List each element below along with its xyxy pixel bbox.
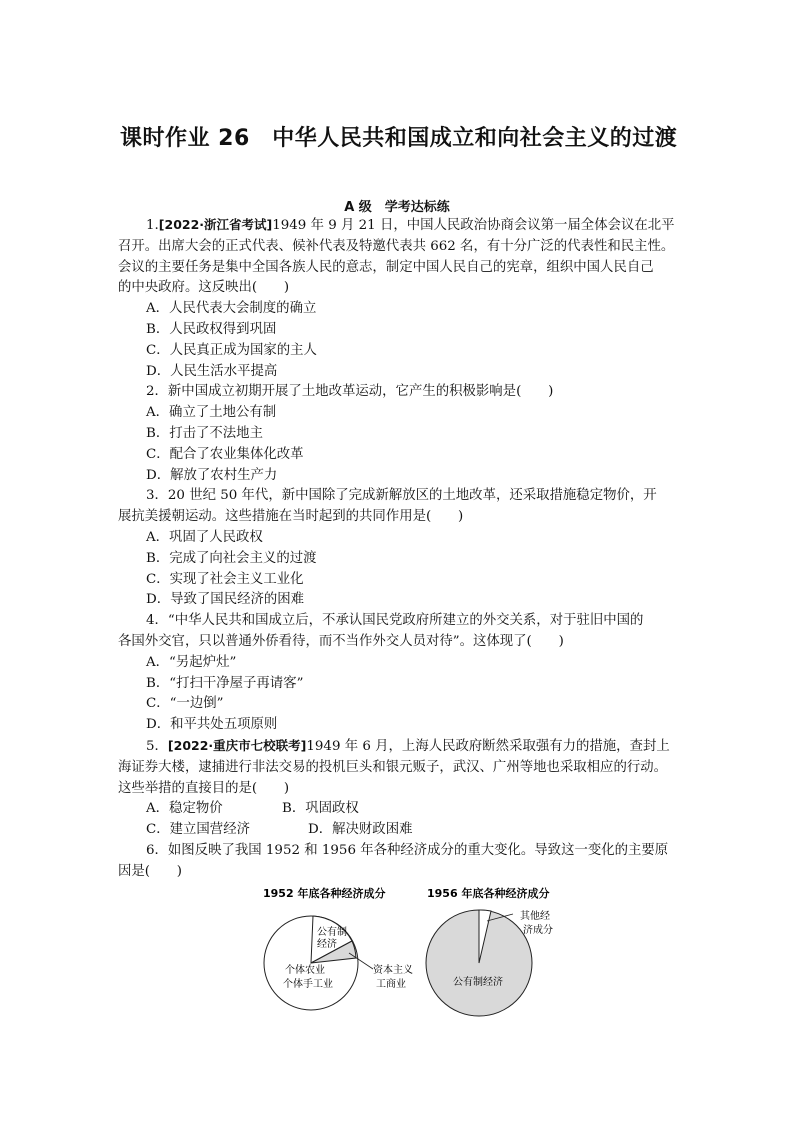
question-3-option-d[interactable]: D．导致了国民经济的困难 xyxy=(146,592,305,608)
question-5-option-a[interactable]: A．稳定物价 xyxy=(146,801,223,817)
pie-1952-individual-label-1: 个体农业 xyxy=(285,965,325,976)
question-5-option-b[interactable]: B．巩固政权 xyxy=(282,801,359,817)
question-5-options-row-1 xyxy=(118,799,678,820)
pie-1952-individual-label-2: 个体手工业 xyxy=(283,979,333,990)
question-1-line-2: 召开。出席大会的正式代表、候补代表及特邀代表共 662 名，有十分广泛的代表性和民主性。 xyxy=(118,238,675,254)
question-3-option-a[interactable]: A．巩固了人民政权 xyxy=(146,529,263,545)
page-title: 课时作业 26 中华人民共和国成立和向社会主义的过渡 xyxy=(120,126,678,151)
question-6-line-1: 6．如图反映了我国 1952 和 1956 年各种经济成分的重大变化。导致这一变化的主要原 xyxy=(146,842,669,858)
question-2-option-d[interactable]: D．解放了农村生产力 xyxy=(146,467,278,483)
question-3 xyxy=(118,486,678,611)
question-2-option-b[interactable]: B．打击了不法地主 xyxy=(146,425,263,441)
question-2 xyxy=(118,382,678,486)
question-4-option-a[interactable]: A．“另起炉灶” xyxy=(146,654,237,670)
question-1-option-b[interactable]: B．人民政权得到巩固 xyxy=(146,321,277,337)
question-3-line-1: 3．20 世纪 50 年代，新中国除了完成新解放区的土地改革，还采取措施稳定物价，开 xyxy=(146,488,657,504)
question-5-option-c[interactable]: C．建立国营经济 xyxy=(146,822,250,838)
question-4-line-1: 4．“中华人民共和国成立后，不承认国民党政府所建立的外交关系，对于驻旧中国的 xyxy=(146,613,644,629)
question-5-option-d[interactable]: D．解决财政困难 xyxy=(308,822,413,838)
question-5-line-2: 海证券大楼，逮捕进行非法交易的投机巨头和银元贩子，武汉、广州等地也采取相应的行动。 xyxy=(118,759,668,775)
question-4-option-c[interactable]: C．“一边倒” xyxy=(146,696,224,712)
question-6 xyxy=(118,841,678,883)
pie-1952-public-label-1: 公有制 xyxy=(317,927,347,938)
question-4 xyxy=(118,611,678,736)
pie-1952-capitalist-label-2: 工商业 xyxy=(376,979,406,990)
question-1-line-3: 会议的主要任务是集中全国各族人民的意志，制定中国人民自己的宪章，组织中国人民自己 xyxy=(118,259,654,275)
question-1-option-c[interactable]: C．人民真正成为国家的主人 xyxy=(146,342,317,358)
question-1-option-d[interactable]: D．人民生活水平提高 xyxy=(146,363,278,379)
question-3-option-b[interactable]: B．完成了向社会主义的过渡 xyxy=(146,550,317,566)
question-list xyxy=(118,215,678,883)
pie-1952-capitalist-label-1: 资本主义 xyxy=(373,965,413,976)
section-heading: A 级 学考达标练 xyxy=(344,200,450,215)
economy-pie-figure xyxy=(255,883,575,1023)
question-5-source: [2022·重庆市七校联考] xyxy=(167,737,307,753)
question-5-options-row-2 xyxy=(118,820,678,841)
question-1-option-a[interactable]: A．人民代表大会制度的确立 xyxy=(146,301,317,317)
question-4-option-d[interactable]: D．和平共处五项原则 xyxy=(146,717,278,733)
question-5-line-3: 这些举措的直接目的是( ) xyxy=(118,780,290,796)
question-2-option-c[interactable]: C．配合了农业集体化改革 xyxy=(146,446,304,462)
question-4-option-b[interactable]: B．“打扫干净屋子再请客” xyxy=(146,675,304,691)
question-1-source: [2022·浙江省考试] xyxy=(158,217,273,232)
pie-1956-other-label-1: 其他经 xyxy=(520,911,550,922)
question-1 xyxy=(118,215,678,382)
question-3-option-c[interactable]: C．实现了社会主义工业化 xyxy=(146,571,304,587)
question-6-line-2: 因是( ) xyxy=(118,863,183,879)
pie-1956-title: 1956 年底各种经济成分 xyxy=(427,887,550,900)
question-3-line-2: 展抗美援朝运动。这些措施在当时起到的共同作用是( ) xyxy=(118,509,464,525)
pie-1956-other-label-2: 济成分 xyxy=(523,925,553,936)
question-2-option-a[interactable]: A．确立了土地公有制 xyxy=(146,405,277,421)
question-4-line-2: 各国外交官，只以普通外侨看待，而不当作外交人员对待”。这体现了( ) xyxy=(118,633,564,649)
question-1-line-4: 的中央政府。这反映出( ) xyxy=(118,280,290,296)
pie-1952-title: 1952 年底各种经济成分 xyxy=(263,887,386,900)
pie-1952-public-label-2: 经济 xyxy=(317,939,337,950)
pie-1952 xyxy=(264,916,413,1010)
question-1-line-1: 1.[2022·浙江省考试]1949 年 9 月 21 日，中国人民政治协商会议第一届全体会议在北平 xyxy=(146,217,675,233)
question-2-line-1: 2．新中国成立初期开展了土地改革运动，它产生的积极影响是( ) xyxy=(146,384,554,400)
question-5 xyxy=(118,736,678,841)
pie-1956-public-label: 公有制经济 xyxy=(453,977,503,988)
pie-1956 xyxy=(426,909,553,1016)
question-5-line-1: 5．[2022·重庆市七校联考]1949 年 6 月，上海人民政府断然采取强有力的措施，查封上 xyxy=(146,737,670,754)
